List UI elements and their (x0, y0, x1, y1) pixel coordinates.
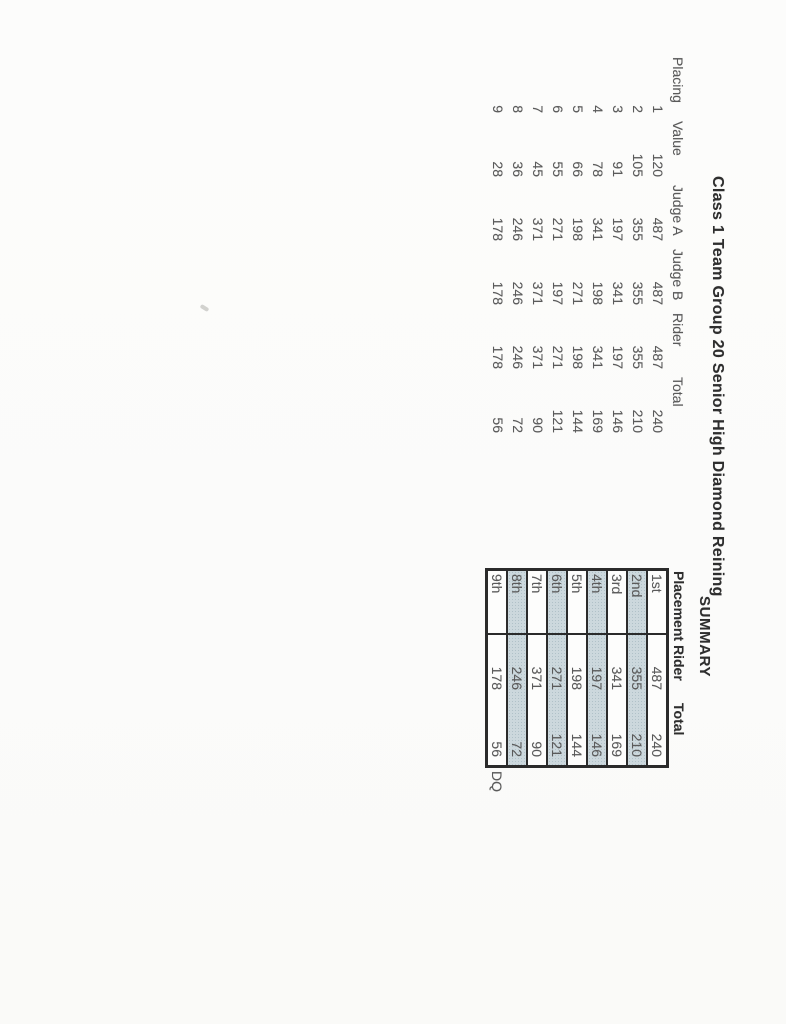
results-row (488, 55, 508, 439)
summary-header-row (669, 0, 687, 1024)
cell-placing: 3 (610, 105, 626, 113)
summary-title: SUMMARY (696, 596, 713, 678)
cell-total: 144 (570, 409, 586, 433)
cell-judge-b: 197 (550, 281, 566, 305)
summary-rider: 246 (509, 666, 525, 690)
summary-placement: 5th (568, 571, 586, 635)
cell-total: 210 (630, 409, 646, 433)
summary-table (485, 568, 669, 768)
summary-row-2nd (626, 571, 646, 765)
summary-header-total: Total (671, 703, 687, 736)
summary-placement: 4th (588, 571, 606, 635)
summary-values (649, 635, 665, 765)
column-header-judge-b: Judge B (670, 249, 687, 301)
summary-values (549, 635, 565, 765)
summary-values (609, 635, 625, 765)
summary-rider: 178 (489, 666, 505, 690)
summary-placement: 1st (648, 571, 666, 635)
summary-rider: 271 (549, 666, 565, 690)
cell-judge-b: 178 (490, 281, 506, 305)
cell-rider: 371 (530, 345, 546, 369)
summary-placement: 9th (488, 571, 506, 635)
summary-total: 210 (629, 733, 645, 757)
cell-total: 121 (550, 409, 566, 433)
cell-placing: 8 (510, 105, 526, 113)
cell-total: 72 (510, 417, 526, 433)
results-table (488, 55, 689, 439)
cell-judge-a: 355 (630, 217, 646, 241)
cell-judge-b: 355 (630, 281, 646, 305)
summary-row-3rd (606, 571, 626, 765)
column-header-placing: Placing (670, 57, 687, 103)
summary-placement: 7th (528, 571, 546, 635)
cell-judge-b: 341 (610, 281, 626, 305)
cell-judge-a: 198 (570, 217, 586, 241)
cell-value: 120 (650, 153, 666, 177)
summary-total: 146 (589, 733, 605, 757)
results-row (528, 55, 548, 439)
summary-total: 240 (649, 733, 665, 757)
cell-total: 146 (610, 409, 626, 433)
column-header-judge-a: Judge A (670, 185, 687, 236)
cell-rider: 271 (550, 345, 566, 369)
cell-value: 66 (570, 161, 586, 177)
column-header-total: Total (670, 377, 687, 407)
dq-note: DQ (489, 771, 505, 792)
cell-judge-a: 371 (530, 217, 546, 241)
cell-judge-a: 487 (650, 217, 666, 241)
column-header-value: Value (670, 121, 687, 156)
cell-placing: 2 (630, 105, 646, 113)
cell-value: 91 (610, 161, 626, 177)
summary-rider: 487 (649, 666, 665, 690)
class-title: Class 1 Team Group 20 Senior High Diamond Reining (709, 176, 726, 597)
cell-value: 45 (530, 161, 546, 177)
summary-row-1st (646, 571, 666, 765)
cell-judge-a: 341 (590, 217, 606, 241)
results-row (588, 55, 608, 439)
cell-judge-a: 197 (610, 217, 626, 241)
results-row (608, 55, 628, 439)
cell-rider: 197 (610, 345, 626, 369)
summary-row-5th (566, 571, 586, 765)
cell-value: 78 (590, 161, 606, 177)
cell-value: 55 (550, 161, 566, 177)
cell-placing: 9 (490, 105, 506, 113)
summary-header-rider: Rider (671, 645, 687, 681)
cell-placing: 4 (590, 105, 606, 113)
summary-total: 121 (549, 733, 565, 757)
summary-placement: 6th (548, 571, 566, 635)
column-header-rider: Rider (670, 313, 687, 347)
summary-total: 56 (489, 741, 505, 757)
results-row (508, 55, 528, 439)
cell-placing: 5 (570, 105, 586, 113)
cell-total: 56 (490, 417, 506, 433)
summary-values (529, 635, 545, 765)
cell-placing: 1 (650, 105, 666, 113)
summary-row-6th (546, 571, 566, 765)
cell-placing: 7 (530, 105, 546, 113)
cell-rider: 198 (570, 345, 586, 369)
cell-value: 28 (490, 161, 506, 177)
cell-judge-b: 487 (650, 281, 666, 305)
summary-total: 90 (529, 741, 545, 757)
summary-rider: 197 (589, 666, 605, 690)
summary-values (589, 635, 605, 765)
cell-judge-a: 246 (510, 217, 526, 241)
cell-placing: 6 (550, 105, 566, 113)
cell-total: 240 (650, 409, 666, 433)
cell-rider: 487 (650, 345, 666, 369)
summary-placement: 8th (508, 571, 526, 635)
cell-judge-b: 371 (530, 281, 546, 305)
summary-values (569, 635, 585, 765)
cell-judge-a: 178 (490, 217, 506, 241)
cell-total: 90 (530, 417, 546, 433)
summary-rider: 371 (529, 666, 545, 690)
summary-rider: 355 (629, 666, 645, 690)
results-row (568, 55, 588, 439)
cell-judge-a: 271 (550, 217, 566, 241)
summary-total: 144 (569, 733, 585, 757)
summary-values (509, 635, 525, 765)
results-row (548, 55, 568, 439)
summary-row-9th (488, 571, 506, 765)
cell-rider: 178 (490, 345, 506, 369)
cell-value: 105 (630, 153, 646, 177)
summary-placement: 2nd (628, 571, 646, 635)
results-row (648, 55, 668, 439)
summary-rider: 198 (569, 666, 585, 690)
summary-total: 169 (609, 733, 625, 757)
summary-row-8th (506, 571, 526, 765)
summary-row-7th (526, 571, 546, 765)
summary-values (489, 635, 505, 765)
results-row (628, 55, 648, 439)
summary-total: 72 (509, 741, 525, 757)
cell-judge-b: 271 (570, 281, 586, 305)
summary-values (629, 635, 645, 765)
cell-value: 36 (510, 161, 526, 177)
summary-placement: 3rd (608, 571, 626, 635)
summary-header-placement: Placement (671, 571, 687, 642)
scan-speck (200, 304, 210, 312)
cell-rider: 355 (630, 345, 646, 369)
cell-total: 169 (590, 409, 606, 433)
summary-row-4th (586, 571, 606, 765)
cell-judge-b: 198 (590, 281, 606, 305)
cell-rider: 341 (590, 345, 606, 369)
summary-rider: 341 (609, 666, 625, 690)
cell-rider: 246 (510, 345, 526, 369)
cell-judge-b: 246 (510, 281, 526, 305)
